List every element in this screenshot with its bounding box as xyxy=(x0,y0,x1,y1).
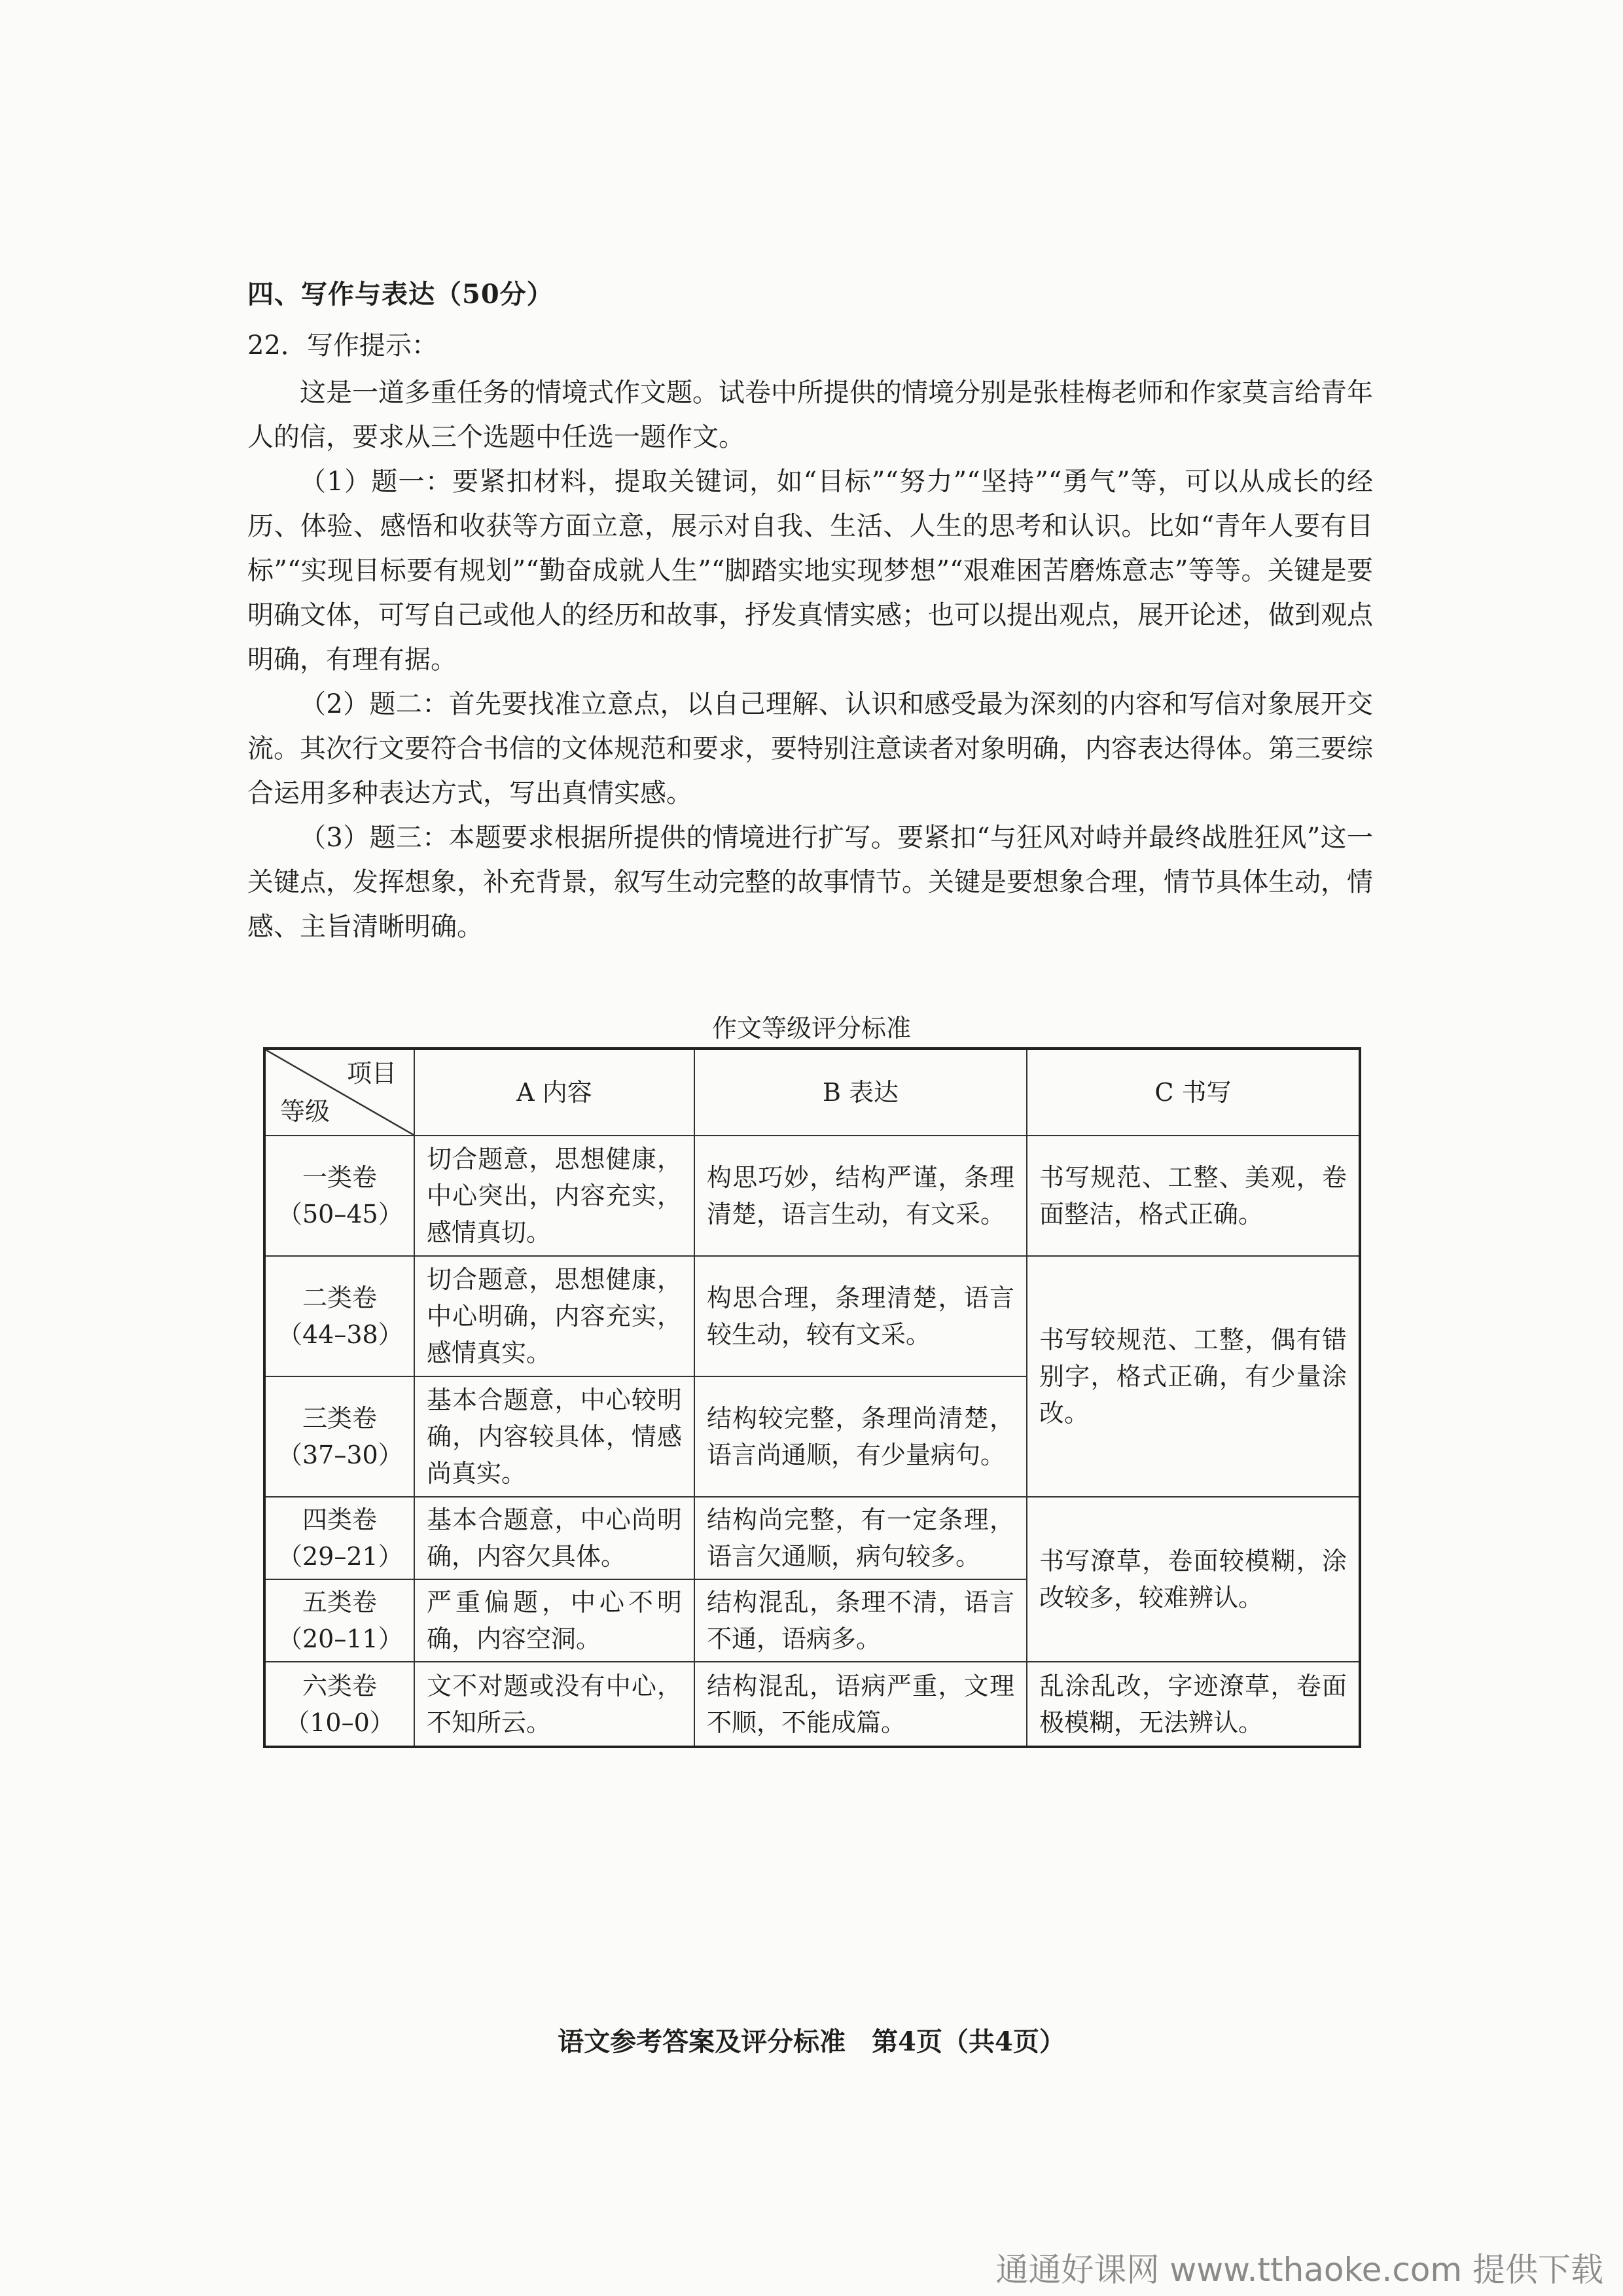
watermark: 通通好课网 www.tthaoke.com 提供下载 xyxy=(995,2251,1603,2289)
section-title: 四、写作与表达（50分） xyxy=(247,279,554,310)
writing-cell: 书写规范、工整、美观，卷面整洁，格式正确。 xyxy=(1027,1136,1360,1256)
expression-cell: 构思巧妙，结构严谨，条理清楚，语言生动，有文采。 xyxy=(694,1136,1027,1256)
header-expression: B 表达 xyxy=(694,1049,1027,1136)
question-label: 22．写作提示： xyxy=(247,331,438,361)
grade-cell xyxy=(264,1376,414,1497)
header-writing: C 书写 xyxy=(1027,1049,1360,1136)
expression-cell: 结构尚完整，有一定条理，语言欠通顺，病句较多。 xyxy=(694,1497,1027,1579)
header-content: A 内容 xyxy=(414,1049,694,1136)
content-cell: 切合题意，思想健康，中心明确，内容充实，感情真实。 xyxy=(414,1256,694,1376)
grade-cell xyxy=(264,1662,414,1747)
content-cell: 基本合题意，中心较明确，内容较具体，情感尚真实。 xyxy=(414,1376,694,1497)
content-cell: 基本合题意，中心尚明确，内容欠具体。 xyxy=(414,1497,694,1579)
diagonal-header-cell xyxy=(264,1049,414,1136)
expression-cell: 结构混乱，语病严重，文理不顺，不能成篇。 xyxy=(694,1662,1027,1747)
table-caption: 作文等级评分标准 xyxy=(711,1014,911,1043)
table-row xyxy=(264,1662,1360,1747)
grade-name: 五类卷 xyxy=(302,1588,377,1617)
grade-cell xyxy=(264,1136,414,1256)
writing-cell: 书写较规范、工整，偶有错别字，格式正确，有少量涂改。 xyxy=(1027,1256,1360,1497)
grade-score: （10–0） xyxy=(285,1708,395,1737)
paragraph-topic-2: （2）题二：首先要找准立意点，以自己理解、认识和感受最为深刻的内容和写信对象展开交流。其次行文要符合书信的文体规范和要求，要特别注意读者对象明确，内容表达得体。第三要综合运用多种表达方式，写出真情实感。 xyxy=(247,689,1373,808)
expression-cell: 构思合理，条理清楚，语言较生动，较有文采。 xyxy=(694,1256,1027,1376)
content-cell: 切合题意，思想健康，中心突出，内容充实，感情真切。 xyxy=(414,1136,694,1256)
paragraph-topic-3: （3）题三：本题要求根据所提供的情境进行扩写。要紧扣“与狂风对峙并最终战胜狂风”这一关键点，发挥想象，补充背景，叙写生动完整的故事情节。关键是要想象合理，情节具体生动，情感、主旨清晰明确。 xyxy=(247,823,1373,942)
grade-name: 三类卷 xyxy=(302,1404,377,1433)
paragraph-intro: 这是一道多重任务的情境式作文题。试卷中所提供的情境分别是张桂梅老师和作家莫言给青年人的信，要求从三个选题中任选一题作文。 xyxy=(247,378,1373,452)
table-row xyxy=(264,1256,1360,1376)
table-row xyxy=(264,1497,1360,1579)
grade-score: （29–21） xyxy=(277,1542,403,1571)
page-footer: 语文参考答案及评分标准 第4页（共4页） xyxy=(558,2026,1065,2057)
table-row xyxy=(264,1136,1360,1256)
grading-table xyxy=(263,1047,1361,1748)
grade-score: （50–45） xyxy=(277,1200,403,1229)
grade-cell xyxy=(264,1256,414,1376)
content-cell: 文不对题或没有中心，不知所云。 xyxy=(414,1662,694,1747)
expression-cell: 结构较完整，条理尚清楚，语言尚通顺，有少量病句。 xyxy=(694,1376,1027,1497)
grade-score: （37–30） xyxy=(277,1441,403,1469)
header-item-label: 项目 xyxy=(346,1059,397,1088)
paragraph-topic-1: （1）题一：要紧扣材料，提取关键词，如“目标”“努力”“坚持”“勇气”等，可以从成长的经历、体验、感悟和收获等方面立意，展示对自我、生活、人生的思考和认识。比如“青年人要有目标”“实现目标要有规划”“勤奋成就人生”“脚踏实地实现梦想”“艰难困苦磨炼意志”等等。关键是要明确文体，可写自己或他人的经历和故事，抒发真情实感；也可以提出观点，展开论述，做到观点明确，有理有据。 xyxy=(247,467,1373,675)
grade-score: （20–11） xyxy=(277,1624,403,1653)
grade-name: 四类卷 xyxy=(302,1505,377,1534)
writing-cell: 书写潦草，卷面较模糊，涂改较多，较难辨认。 xyxy=(1027,1497,1360,1662)
grade-cell xyxy=(264,1497,414,1579)
grade-name: 一类卷 xyxy=(302,1163,377,1192)
grade-name: 二类卷 xyxy=(302,1283,377,1312)
table-header-row xyxy=(264,1049,1360,1136)
expression-cell: 结构混乱，条理不清，语言不通，语病多。 xyxy=(694,1579,1027,1662)
grade-cell xyxy=(264,1579,414,1662)
header-grade-label: 等级 xyxy=(280,1097,330,1126)
content-cell: 严重偏题，中心不明确，内容空洞。 xyxy=(414,1579,694,1662)
writing-cell: 乱涂乱改，字迹潦草，卷面极模糊，无法辨认。 xyxy=(1027,1662,1360,1747)
grade-name: 六类卷 xyxy=(302,1671,377,1700)
grade-score: （44–38） xyxy=(277,1320,403,1349)
